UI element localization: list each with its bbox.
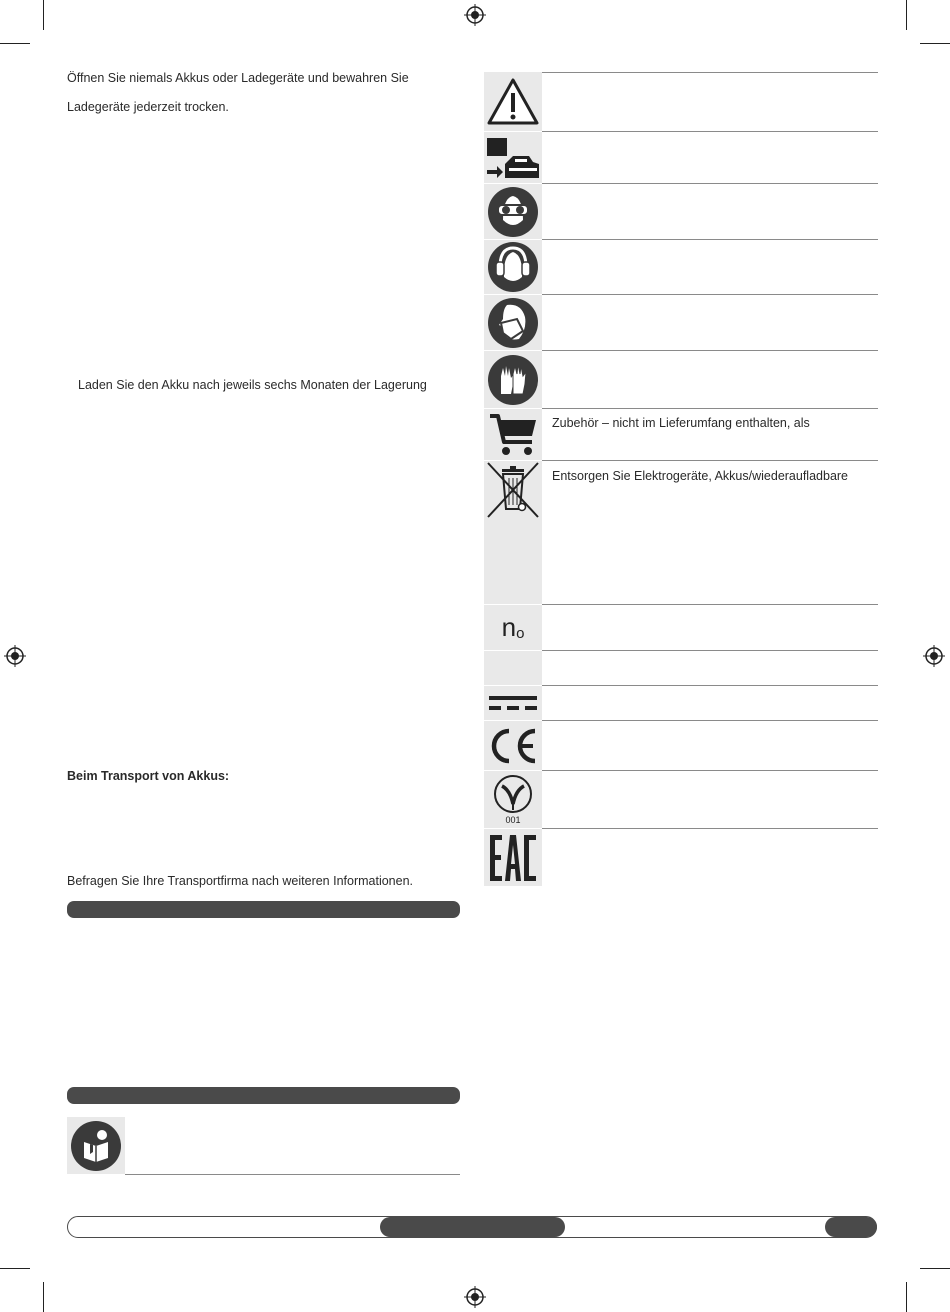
no-load-speed-symbol: n [501, 612, 517, 642]
table-rule [542, 604, 878, 605]
shopping-cart-icon [488, 412, 538, 458]
symbol-cell [484, 721, 542, 770]
dust-mask-icon [487, 297, 539, 349]
divider [125, 1174, 460, 1175]
ear-protection-icon [487, 241, 539, 293]
crop-mark [906, 0, 907, 30]
crop-mark [0, 43, 30, 44]
body-text: Öffnen Sie niemals Akkus oder Ladegeräte und bewahren Sie [67, 71, 409, 85]
symbol-cell [484, 132, 542, 183]
table-rule [542, 131, 878, 132]
table-rule [542, 350, 878, 351]
crop-mark [43, 1282, 44, 1312]
gloves-icon [487, 354, 539, 406]
storage-note: Laden Sie den Akku nach jeweils sechs Monaten der Lagerung [78, 378, 427, 392]
transport-note: Befragen Sie Ihre Transportfirma nach weiteren Informationen. [67, 874, 414, 888]
table-rule [542, 828, 878, 829]
accessory-text: Zubehör – nicht im Lieferumfang enthalten, als [552, 416, 810, 430]
registration-mark-icon [464, 4, 486, 26]
direct-current-icon [489, 693, 537, 713]
table-rule [542, 770, 878, 771]
symbol-cell [484, 461, 542, 604]
registration-mark-icon [464, 1286, 486, 1308]
symbol-cell [484, 686, 542, 720]
symbol-cell [484, 829, 542, 886]
read-manual-icon [70, 1120, 122, 1172]
battery-charger-icon [485, 134, 541, 182]
table-rule [542, 239, 878, 240]
ukr-conformity-icon [492, 774, 534, 814]
no-load-speed-subscript: o [516, 625, 525, 642]
body-text: Ladegeräte jederzeit trocken. [67, 100, 229, 114]
ce-mark-icon [487, 726, 539, 766]
section-bar [67, 901, 460, 918]
table-rule [542, 720, 878, 721]
warning-triangle-icon [486, 77, 540, 127]
registration-mark-icon [4, 645, 26, 667]
crop-mark [0, 1268, 30, 1269]
symbol-cell [484, 295, 542, 350]
symbol-cell [484, 240, 542, 294]
symbol-cell [484, 771, 542, 828]
table-rule [542, 72, 878, 73]
crop-mark [920, 43, 950, 44]
read-manual-cell [67, 1117, 125, 1174]
symbol-cell [484, 351, 542, 408]
symbol-cell [484, 409, 542, 460]
footer-tab-page [825, 1217, 877, 1237]
safety-goggles-icon [487, 186, 539, 238]
no-load-speed-icon [484, 605, 542, 650]
symbol-cell [484, 651, 542, 685]
table-rule [542, 650, 878, 651]
crop-mark [906, 1282, 907, 1312]
table-rule [542, 183, 878, 184]
table-rule [542, 408, 878, 409]
footer-tab-center [380, 1217, 565, 1237]
section-bar [67, 1087, 460, 1104]
eac-mark-icon [488, 833, 538, 883]
registration-mark-icon [923, 645, 945, 667]
table-rule [542, 685, 878, 686]
symbol-cell [484, 72, 542, 131]
crop-mark [43, 0, 44, 30]
ukr-mark-code: 001 [505, 815, 521, 825]
crossed-bin-icon [486, 461, 540, 519]
crop-mark [920, 1268, 950, 1269]
table-rule [542, 460, 878, 461]
symbol-cell [484, 184, 542, 239]
table-rule [542, 294, 878, 295]
disposal-text: Entsorgen Sie Elektrogeräte, Akkus/wiederaufladbare [552, 469, 849, 483]
transport-heading: Beim Transport von Akkus: [67, 769, 230, 783]
